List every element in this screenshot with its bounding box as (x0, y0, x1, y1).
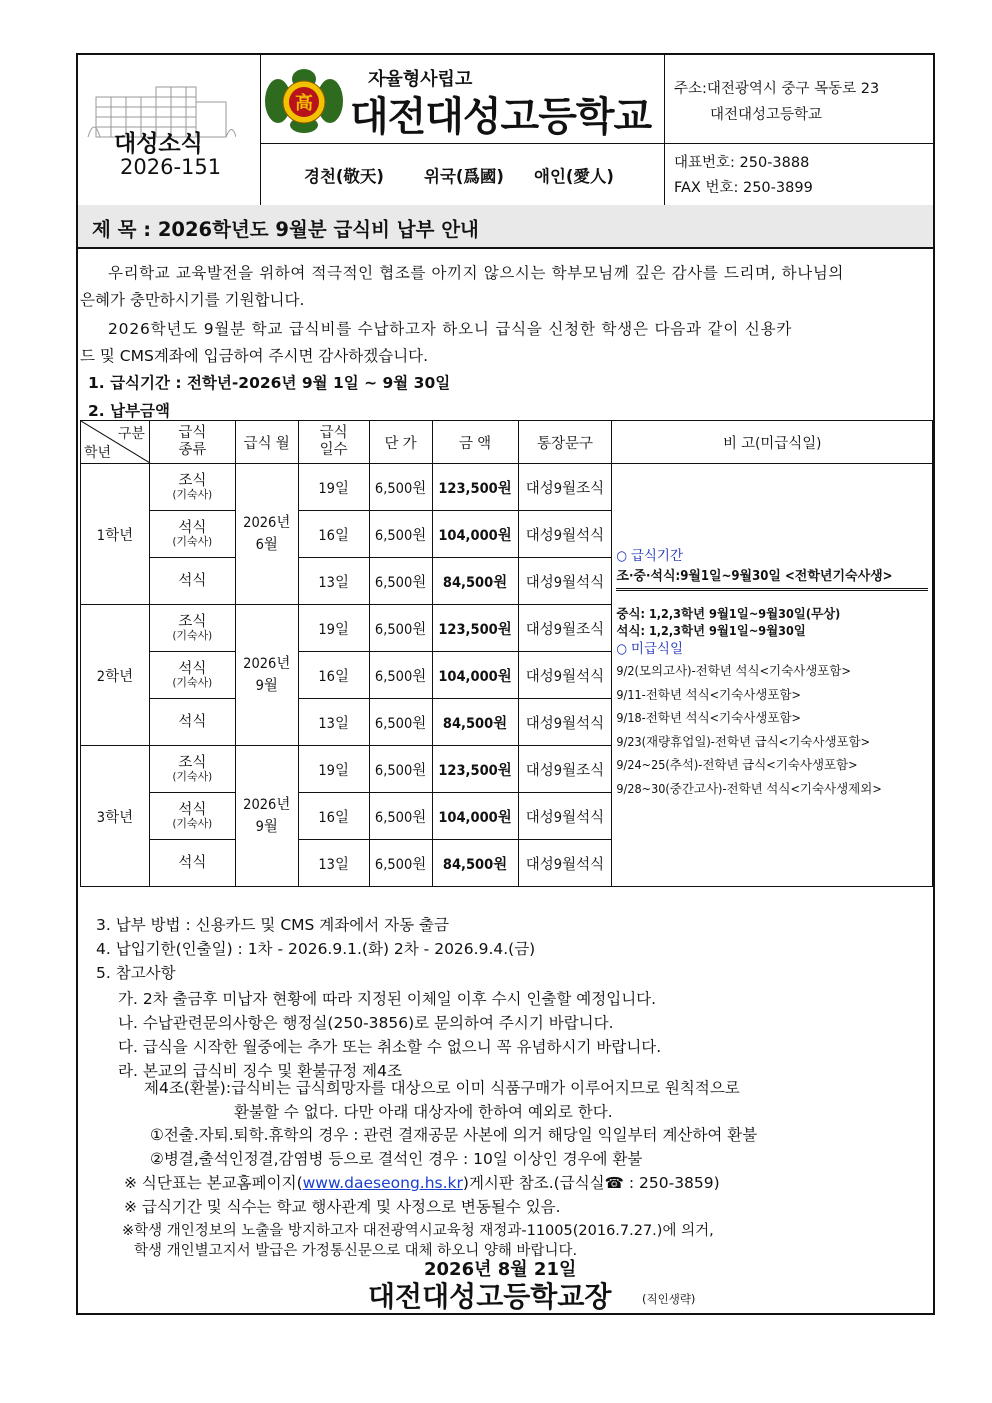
note-na: 나. 수납관련문의사항은 행정실(250-3856)로 문의하여 주시기 바랍니다. (118, 1014, 614, 1032)
meal-type-cell: 석식 (149, 699, 235, 746)
school-name: 대전대성고등학교 (350, 94, 652, 140)
issue-number: 2026-151 (120, 155, 222, 179)
amount-cell: 84,500원 (432, 558, 518, 605)
amount-cell: 123,500원 (432, 746, 518, 793)
issue-date: 2026년 8월 21일 (424, 1259, 577, 1280)
days-cell: 19일 (298, 464, 369, 511)
days-cell: 13일 (298, 558, 369, 605)
principal-signature: 대전대성고등학교장 (368, 1280, 612, 1313)
header-memo: 통장문구 (518, 421, 612, 464)
unit-price-cell: 6,500원 (369, 793, 432, 840)
amount-cell: 123,500원 (432, 464, 518, 511)
refund-case-2: ②병결,출석인정결,감염병 등으로 결석인 경우 : 10일 이상인 경우에 환불 (150, 1150, 643, 1168)
meal-type-cell: 석식 (149, 558, 235, 605)
meal-fee-table (80, 420, 933, 887)
note-da: 다. 급식을 시작한 월중에는 추가 또는 취소할 수 없으니 꼭 유념하시기 바랍니다. (118, 1038, 662, 1056)
title-bar (78, 205, 933, 249)
note-ra: 라. 본교의 급식비 징수 및 환불규정 제4조 (118, 1062, 402, 1080)
address-line-2: 대전대성고등학교 (710, 107, 823, 123)
school-type: 자율형사립고 (368, 69, 473, 90)
header-meal-type: 급식 종류 (149, 421, 235, 464)
no-meal-day: 9/23(재량휴업일)-전학년 급식<기숙사생포함> (616, 733, 871, 749)
meal-type-cell: 조식 (기숙사) (149, 464, 235, 511)
grade-cell: 2학년 (81, 605, 150, 746)
motto-1: 경천(敬天) (304, 167, 384, 186)
unit-price-cell: 6,500원 (369, 840, 432, 887)
month-cell: 2026년 9월 (235, 605, 298, 746)
unit-price-cell: 6,500원 (369, 746, 432, 793)
unit-price-cell: 6,500원 (369, 605, 432, 652)
meal-type-cell: 석식 (149, 840, 235, 887)
homepage-link[interactable]: www.daeseong.hs.kr (302, 1174, 463, 1192)
grade-cell: 1학년 (81, 464, 150, 605)
fax-number: FAX 번호: 250-3899 (674, 180, 813, 196)
intro-line-3: 2026학년도 9월분 학교 급식비를 수납하고자 하오니 급식을 신청한 학생은 다음과 같이 신용카 (108, 320, 793, 338)
days-cell: 19일 (298, 746, 369, 793)
memo-cell: 대성9월석식 (518, 699, 612, 746)
privacy-line-1: ※학생 개인정보의 노출을 방지하고자 대전광역시교육청 재정과-11005(2016.7.27.)에 의거, (122, 1223, 714, 1239)
grade-cell: 3학년 (81, 746, 150, 887)
section-3-method: 3. 납부 방법 : 신용카드 및 CMS 계좌에서 자동 출금 (96, 916, 449, 934)
intro-line-4: 드 및 CMS계좌에 입금하여 주시면 감사하겠습니다. (80, 347, 429, 365)
section-2-amount: 2. 납부금액 (88, 402, 170, 420)
memo-cell: 대성9월석식 (518, 652, 612, 699)
privacy-line-2: 학생 개인별고지서 발급은 가정통신문으로 대체 하오니 양해 바랍니다. (134, 1243, 578, 1259)
no-meal-day: 9/11-전학년 석식<기숙사생포함> (616, 686, 801, 702)
amount-cell: 84,500원 (432, 840, 518, 887)
svg-text:高: 高 (295, 93, 313, 114)
section-1-period: 1. 급식기간 : 전학년-2026년 9월 1일 ~ 9월 30일 (88, 374, 451, 392)
amount-cell: 84,500원 (432, 699, 518, 746)
memo-cell: 대성9월석식 (518, 793, 612, 840)
seal-omitted-note: (직인생략) (642, 1292, 696, 1306)
change-notice: ※ 급식기간 및 식수는 학교 행사관계 및 사정으로 변동될수 있음. (124, 1198, 561, 1216)
header-category: 구분 (117, 426, 145, 442)
intro-line-1: 우리학교 교육발전을 위하여 적극적인 협조를 아끼지 않으시는 학부모님께 깊은 감사를 드리며, 하나님의 (108, 264, 844, 282)
days-cell: 13일 (298, 840, 369, 887)
document-title: 제 목 : 2026학년도 9월분 급식비 납부 안내 (92, 218, 479, 241)
menu-notice: ※ 식단표는 본교홈페이지(www.daeseong.hs.kr)게시판 참조.(급식실☎ : 250-3859) (124, 1174, 720, 1192)
note-ga: 가. 2차 출금후 미납자 현황에 따라 지정된 이체일 이후 수시 인출할 예정입니다. (118, 990, 657, 1008)
header-unit-price: 단 가 (369, 421, 432, 464)
motto-3: 애인(愛人) (534, 167, 614, 186)
no-meal-day: 9/28~30(중간고사)-전학년 석식<기숙사생제외> (616, 780, 882, 796)
unit-price-cell: 6,500원 (369, 699, 432, 746)
document-frame (76, 53, 935, 1315)
meal-type-cell: 조식 (기숙사) (149, 605, 235, 652)
days-cell: 16일 (298, 793, 369, 840)
amount-cell: 104,000원 (432, 511, 518, 558)
memo-cell: 대성9월조식 (518, 464, 612, 511)
period-line: 조·중·석식:9월1일~9월30일 <전학년기숙사생> (616, 566, 928, 591)
header-days: 급식 일수 (298, 421, 369, 464)
article-line-1: 제4조(환불):급식비는 급식희망자를 대상으로 이미 식품구매가 이루어지므로 원칙적으로 (144, 1079, 740, 1097)
unit-price-cell: 6,500원 (369, 652, 432, 699)
section-5-notes: 5. 참고사항 (96, 964, 176, 982)
refund-case-1: ①전출.자퇴.퇴학.휴학의 경우 : 관련 결재공문 사본에 의거 해당일 익일부터 계산하여 환불 (150, 1126, 758, 1144)
motto-2: 위국(爲國) (424, 167, 504, 186)
days-cell: 16일 (298, 652, 369, 699)
amount-cell: 104,000원 (432, 652, 518, 699)
unit-price-cell: 6,500원 (369, 511, 432, 558)
amount-cell: 123,500원 (432, 605, 518, 652)
month-cell: 2026년 6월 (235, 464, 298, 605)
days-cell: 19일 (298, 605, 369, 652)
remarks-cell (612, 464, 933, 887)
days-cell: 13일 (298, 699, 369, 746)
no-meal-day: 9/18-전학년 석식<기숙사생포함> (616, 710, 801, 725)
amount-cell: 104,000원 (432, 793, 518, 840)
meal-type-cell: 조식 (기숙사) (149, 746, 235, 793)
newsletter-name: 대성소식 (114, 131, 203, 157)
section-4-deadline: 4. 납입기한(인출일) : 1차 - 2026.9.1.(화) 2차 - 2026.9.4.(금) (96, 940, 536, 958)
article-line-2: 환불할 수 없다. 다만 아래 대상자에 한하여 예외로 한다. (234, 1103, 613, 1121)
table-row (81, 464, 933, 511)
memo-cell: 대성9월조식 (518, 605, 612, 652)
header-month: 급식 월 (235, 421, 298, 464)
header-grade: 학년 (84, 445, 112, 461)
header-amount: 금 액 (432, 421, 518, 464)
month-cell: 2026년 9월 (235, 746, 298, 887)
days-cell: 16일 (298, 511, 369, 558)
school-emblem-icon (264, 67, 344, 135)
meal-type-cell: 석식 (기숙사) (149, 652, 235, 699)
period-title: ○ 급식기간 (616, 548, 684, 564)
header-remarks: 비 고(미급식일) (612, 421, 933, 464)
lunch-period: 중식: 1,2,3학년 9월1일~9월30일(무상) (616, 606, 841, 621)
phone-number: 대표번호: 250-3888 (674, 155, 810, 171)
dinner-period: 석식: 1,2,3학년 9월1일~9월30일 (616, 623, 806, 638)
letterhead (78, 55, 933, 207)
no-meal-day: 9/2(모의고사)-전학년 석식<기숙사생포함> (616, 663, 851, 678)
no-meal-day: 9/24~25(추석)-전학년 급식<기숙사생포함> (616, 757, 858, 772)
memo-cell: 대성9월석식 (518, 558, 612, 605)
address-line-1: 주소:대전광역시 중구 목동로 23 (674, 81, 880, 97)
header-corner (81, 421, 150, 464)
no-meal-title: ○ 미급식일 (616, 641, 684, 657)
memo-cell: 대성9월석식 (518, 511, 612, 558)
unit-price-cell: 6,500원 (369, 464, 432, 511)
meal-type-cell: 석식 (기숙사) (149, 511, 235, 558)
meal-type-cell: 석식 (기숙사) (149, 793, 235, 840)
memo-cell: 대성9월석식 (518, 840, 612, 887)
memo-cell: 대성9월조식 (518, 746, 612, 793)
intro-line-2: 은혜가 충만하시기를 기원합니다. (80, 291, 305, 309)
unit-price-cell: 6,500원 (369, 558, 432, 605)
